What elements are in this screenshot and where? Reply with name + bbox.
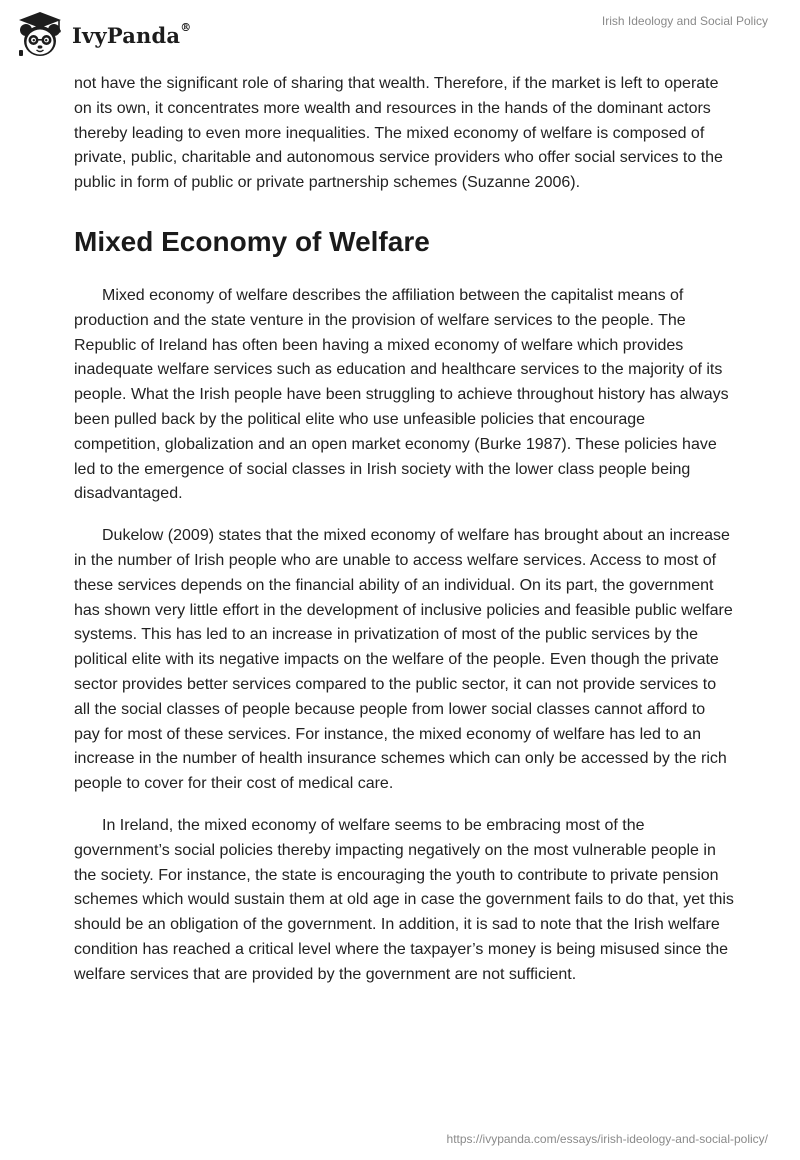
document-title: Irish Ideology and Social Policy (601, 14, 768, 28)
logo-text: IvyPanda® (72, 20, 192, 48)
footer-url[interactable]: https://ivypanda.com/essays/irish-ideology-and-social-policy/ (446, 1132, 768, 1146)
logo[interactable] (14, 6, 191, 64)
article-body (74, 72, 734, 988)
section-heading: Mixed Economy of Welfare (74, 225, 430, 257)
page-header (0, 0, 800, 70)
intro-paragraph: not have the significant role of sharing that wealth. Therefore, if the market is left to operate on its own, it concentrates more wealth and resources in the hands of the dominant actors thereby leading to even more inequalities. The mixed economy of welfare is composed of private, public, charitable and autonomous service providers who offer social services to the public in form of public or private partnership schemes (Suzanne 2006). (74, 75, 723, 192)
body-paragraph-3: In Ireland, the mixed economy of welfare seems to be embracing most of the government’s social policies thereby impacting negatively on the most vulnerable people in the society. For instance, the state is encouraging the youth to contribute to private pension schemes which would sustain them at old age in case the government fails to do that, yet this should be an obligation of the government. In addition, it is sad to note that the Irish welfare condition has reached a critical level where the taxpayer’s money is being misused since the welfare services that are provided by the government are not sufficient. (74, 816, 734, 983)
panda-graduate-icon (14, 9, 66, 61)
registered-mark: ® (180, 20, 192, 34)
body-paragraph-2: Dukelow (2009) states that the mixed economy of welfare has brought about an increase in the number of Irish people who are unable to access welfare services. Access to most of these services depends on the financial ability of an individual. On its part, the government has shown very little effort in the development of inclusive policies and feasible public welfare systems. This has led to an increase in privatization of most of the public services by the political elite with its negative impacts on the welfare of the people. Even though the private sector provides better services compared to the public sector, it can not provide services to all the social classes of people because people from lower social classes cannot afford to pay for most of these services. For instance, the mixed economy of welfare has led to an increase in the number of health insurance schemes which can only be accessed by the rich people to cover for their cost of medical care. (74, 527, 733, 793)
body-paragraph-1: Mixed economy of welfare describes the affiliation between the capitalist means of production and the state venture in the provision of welfare services to the people. The Republic of Ireland has often been having a mixed economy of welfare which provides inadequate welfare services such as education and healthcare services to the majority of its people. What the Irish people have been struggling to achieve throughout history has always been pulled back by the political elite who use unfeasible policies that encourage competition, globalization and an open market economy (Burke 1987). These policies have led to the emergence of social classes in Irish society with the lower class people being disadvantaged. (74, 286, 729, 503)
